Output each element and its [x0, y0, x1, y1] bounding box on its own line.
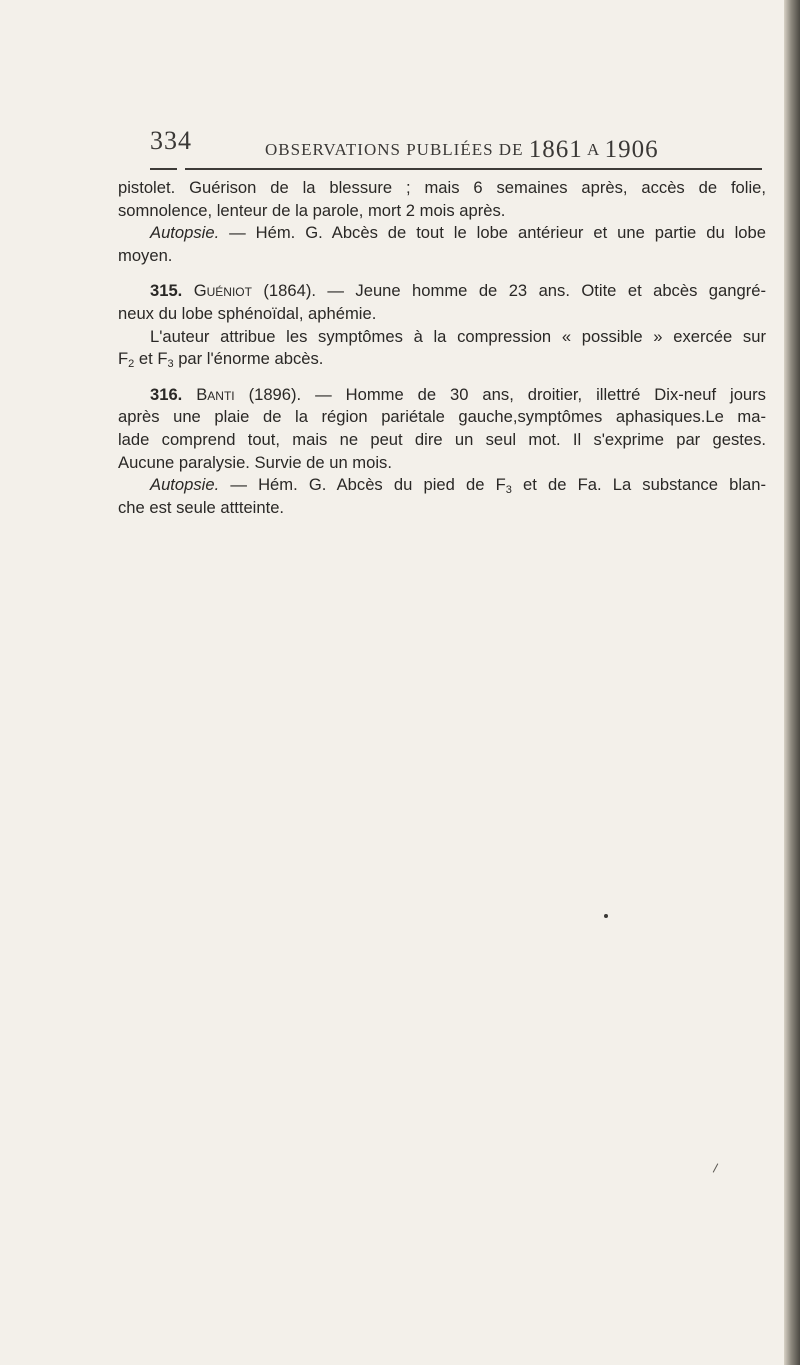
text-fragment: et de Fa. La substance blan-: [511, 475, 766, 495]
stray-ink-mark: [713, 1163, 719, 1172]
case-315-last-line: [118, 348, 766, 371]
case-315-heading-line: [118, 280, 766, 303]
frontal-subscript: 3: [167, 358, 174, 371]
case-316-heading-line: [118, 384, 766, 407]
running-header: [150, 126, 770, 163]
running-title-prefix: OBSERVATIONS PUBLIÉES DE: [265, 140, 524, 159]
text-line: moyen.: [118, 245, 173, 265]
text-line: che est seule attteinte.: [118, 497, 285, 517]
case-316-author: Banti: [196, 384, 235, 404]
text-line: pistolet. Guérison de la blessure ; mais 6 semaines après, accès de folie,: [118, 178, 766, 197]
stray-ink-dot: [604, 914, 608, 918]
text-line: L'auteur attribue les symptômes à la compression « possible » exercée sur: [150, 326, 766, 346]
header-rule: [150, 168, 762, 170]
text-line: neux du lobe sphénoïdal, aphémie.: [118, 303, 377, 323]
page-number: 334: [150, 126, 192, 155]
case-316-number: 316.: [150, 384, 183, 404]
text-line: après une plaie de la région pariétale gauche,symptômes aphasiques.Le ma-: [118, 407, 766, 427]
text-line: somnolence, lenteur de la parole, mort 2 mois après.: [118, 200, 506, 220]
running-title-middle: A: [587, 140, 600, 159]
text-line: lade comprend tout, mais ne peut dire un seul mot. Il s'exprime par gestes.: [118, 429, 766, 449]
frontal-subscript: 3: [505, 484, 512, 497]
case-315-number: 315.: [150, 281, 183, 301]
text-fragment: — Hém. G. Abcès du pied de F: [219, 475, 506, 495]
page-body: [118, 177, 766, 519]
header-rule-gap: [177, 167, 185, 171]
running-title-year-start: 1861: [528, 136, 583, 163]
autopsy-text: — Hém. G. Abcès de tout le lobe antérieur et une partie du lobe: [219, 223, 766, 243]
running-title: [265, 134, 659, 162]
frontal-convolution-label: et F: [134, 349, 168, 369]
text-fragment: par l'énorme abcès.: [173, 349, 324, 369]
autopsy-label: Autopsie.: [150, 223, 220, 243]
autopsy-label: Autopsie.: [150, 475, 220, 495]
text-line: Aucune paralysie. Survie de un mois.: [118, 452, 392, 472]
case-315-author: Guéniot: [193, 281, 252, 301]
case-316-heading-text: (1896). — Homme de 30 ans, droitier, illettré Dix-neuf jours: [234, 384, 766, 404]
case-315-heading-text: (1864). — Jeune homme de 23 ans. Otite et abcès gangré-: [251, 281, 766, 301]
frontal-convolution-label: F: [118, 349, 129, 369]
autopsy-line: [118, 222, 766, 245]
autopsy-line: [118, 474, 766, 497]
frontal-subscript: 2: [128, 358, 135, 371]
running-title-year-end: 1906: [604, 136, 659, 163]
page-binding-edge: [784, 0, 800, 1365]
